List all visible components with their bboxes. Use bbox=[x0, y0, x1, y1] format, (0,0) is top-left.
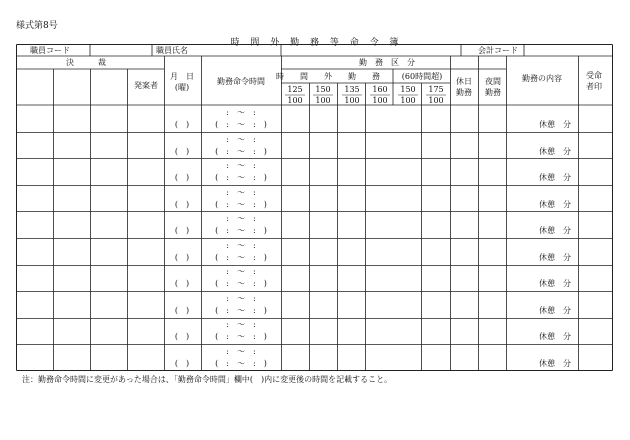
rate-denominator: 100 bbox=[400, 96, 416, 105]
category-header: 勤 務 区 分 bbox=[359, 58, 415, 67]
order-time-cell[interactable]: : 〜 : bbox=[226, 267, 256, 276]
form-number: 様式第8号 bbox=[16, 21, 58, 31]
break-cell[interactable]: 休憩 分 bbox=[539, 306, 571, 315]
break-cell[interactable]: 休憩 分 bbox=[539, 147, 571, 156]
order-time-cell[interactable]: : 〜 : bbox=[226, 347, 256, 356]
night-header-line1: 夜間 bbox=[485, 77, 501, 86]
order-time-cell[interactable]: : 〜 : bbox=[226, 135, 256, 144]
content-header: 勤務の内容 bbox=[522, 74, 562, 83]
changed-time-cell[interactable]: ( : 〜 : ) bbox=[215, 279, 267, 288]
seal-header-line1: 受命 bbox=[586, 71, 602, 80]
form-title: 時 間 外 勤 務 等 命 令 簿 bbox=[230, 38, 400, 48]
footnote: 注：勤務命令時間に変更があった場合は、「勤務命令時間」欄中( )内に変更後の時間を記載すること。 bbox=[22, 375, 393, 384]
break-cell[interactable]: 休憩 分 bbox=[539, 253, 571, 262]
break-cell[interactable]: 休憩 分 bbox=[539, 200, 571, 209]
changed-time-cell[interactable]: ( : 〜 : ) bbox=[215, 359, 267, 368]
changed-time-cell[interactable]: ( : 〜 : ) bbox=[215, 200, 267, 209]
employee-name-label: 職員氏名 bbox=[156, 46, 188, 55]
overtime-header: 時 間 外 勤 務 bbox=[276, 72, 380, 81]
break-cell[interactable]: 休憩 分 bbox=[539, 173, 571, 182]
order-table bbox=[16, 44, 613, 371]
date-cell[interactable]: ( ) bbox=[174, 332, 190, 341]
date-cell[interactable]: ( ) bbox=[174, 306, 190, 315]
over60-header: (60時間超) bbox=[401, 72, 443, 81]
date-cell[interactable]: ( ) bbox=[174, 253, 190, 262]
date-cell[interactable]: ( ) bbox=[174, 173, 190, 182]
order-time-cell[interactable]: : 〜 : bbox=[226, 241, 256, 250]
break-cell[interactable]: 休憩 分 bbox=[539, 120, 571, 129]
night-header-line2: 勤務 bbox=[485, 88, 501, 97]
rate-numerator: 150 bbox=[315, 85, 331, 94]
rate-numerator: 125 bbox=[287, 85, 303, 94]
date-cell[interactable]: ( ) bbox=[174, 147, 190, 156]
changed-time-cell[interactable]: ( : 〜 : ) bbox=[215, 173, 267, 182]
date-header-line1: 月 日 bbox=[170, 72, 194, 81]
changed-time-cell[interactable]: ( : 〜 : ) bbox=[215, 306, 267, 315]
date-header-line2: (曜) bbox=[174, 83, 190, 92]
employee-code-label: 職員コード bbox=[30, 46, 70, 55]
holiday-header-line1: 休日 bbox=[456, 77, 472, 86]
rate-numerator: 135 bbox=[344, 85, 360, 94]
order-time-cell[interactable]: : 〜 : bbox=[226, 108, 256, 117]
holiday-header-line2: 勤務 bbox=[456, 88, 472, 97]
order-time-cell[interactable]: : 〜 : bbox=[226, 214, 256, 223]
rate-numerator: 150 bbox=[400, 85, 416, 94]
break-cell[interactable]: 休憩 分 bbox=[539, 279, 571, 288]
rate-denominator: 100 bbox=[372, 96, 388, 105]
changed-time-cell[interactable]: ( : 〜 : ) bbox=[215, 147, 267, 156]
date-cell[interactable]: ( ) bbox=[174, 120, 190, 129]
rate-denominator: 100 bbox=[344, 96, 360, 105]
changed-time-cell[interactable]: ( : 〜 : ) bbox=[215, 226, 267, 235]
changed-time-cell[interactable]: ( : 〜 : ) bbox=[215, 120, 267, 129]
rate-denominator: 100 bbox=[287, 96, 303, 105]
accounting-code-label: 会計コード bbox=[478, 46, 518, 55]
date-cell[interactable]: ( ) bbox=[174, 279, 190, 288]
break-cell[interactable]: 休憩 分 bbox=[539, 226, 571, 235]
date-cell[interactable]: ( ) bbox=[174, 226, 190, 235]
changed-time-cell[interactable]: ( : 〜 : ) bbox=[215, 332, 267, 341]
break-cell[interactable]: 休憩 分 bbox=[539, 332, 571, 341]
order-time-cell[interactable]: : 〜 : bbox=[226, 320, 256, 329]
date-cell[interactable]: ( ) bbox=[174, 200, 190, 209]
changed-time-cell[interactable]: ( : 〜 : ) bbox=[215, 253, 267, 262]
approval-header: 決 裁 bbox=[66, 58, 106, 67]
rate-numerator: 160 bbox=[372, 85, 388, 94]
order-time-header: 勤務命令時間 bbox=[217, 77, 265, 86]
order-time-cell[interactable]: : 〜 : bbox=[226, 188, 256, 197]
rate-denominator: 100 bbox=[315, 96, 331, 105]
seal-header-line2: 者印 bbox=[586, 82, 602, 91]
issuer-header: 発案者 bbox=[134, 81, 158, 90]
order-time-cell[interactable]: : 〜 : bbox=[226, 294, 256, 303]
break-cell[interactable]: 休憩 分 bbox=[539, 359, 571, 368]
date-cell[interactable]: ( ) bbox=[174, 359, 190, 368]
order-time-cell[interactable]: : 〜 : bbox=[226, 161, 256, 170]
rate-denominator: 100 bbox=[428, 96, 444, 105]
rate-numerator: 175 bbox=[428, 85, 444, 94]
